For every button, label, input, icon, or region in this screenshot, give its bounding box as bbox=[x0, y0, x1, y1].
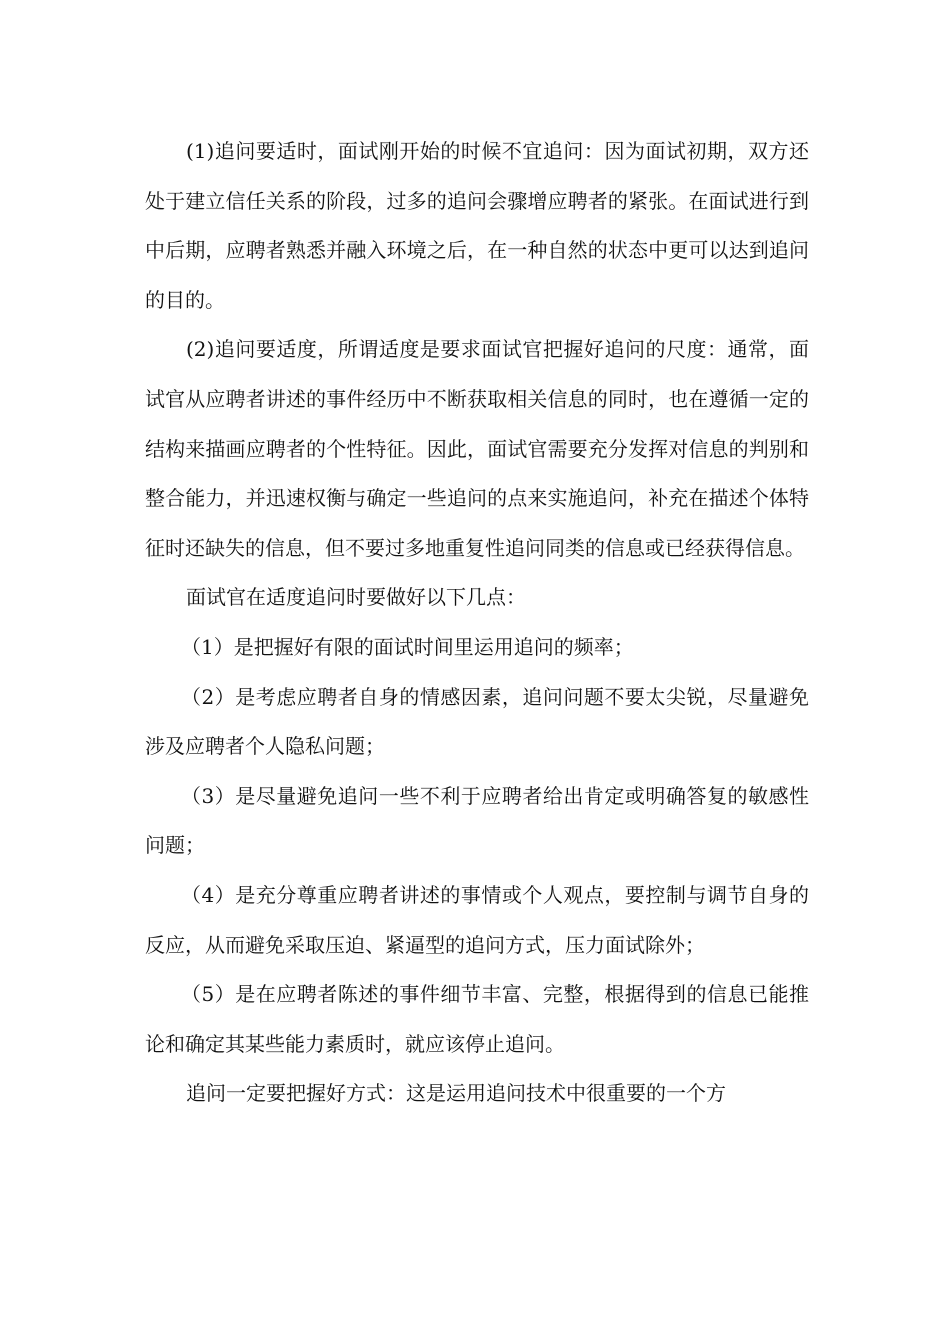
paragraph-method: 追问一定要把握好方式：这是运用追问技术中很重要的一个方 bbox=[186, 1081, 726, 1106]
list-item-emotion: （2）是考虑应聘者自身的情感因素，追问问题不要太尖锐，尽量避免涉及应聘者个人隐私问题； bbox=[145, 684, 809, 759]
list-item-sensitive: （3）是尽量避免追问一些不利于应聘者给出肯定或明确答复的敏感性问题； bbox=[145, 783, 809, 858]
paragraph-degree: (2)追问要适度，所谓适度是要求面试官把握好追问的尺度：通常，面试官从应聘者讲述的事件经历中不断获取相关信息的同时，也在遵循一定的结构来描画应聘者的个性特征。因此，面试官需要充分发挥对信息的判别和整合能力，并迅速权衡与确定一些追问的点来实施追问，补充在描述个体特征时还缺失的信息，但不要过多地重复性追问同类的信息或已经获得信息。 bbox=[145, 337, 809, 560]
document-body bbox=[145, 127, 809, 1119]
list-item-frequency: （1）是把握好有限的面试时间里运用追问的频率； bbox=[181, 634, 634, 659]
paragraph-timing: (1)追问要适时，面试刚开始的时候不宜追问：因为面试初期，双方还处于建立信任关系的阶段，过多的追问会骤增应聘者的紧张。在面试进行到中后期，应聘者熟悉并融入环境之后，在一种自然的状态中更可以达到追问的目的。 bbox=[145, 139, 809, 312]
paragraph-points-intro: 面试官在适度追问时要做好以下几点： bbox=[186, 585, 526, 610]
list-item-stop: （5）是在应聘者陈述的事件细节丰富、完整，根据得到的信息已能推论和确定其某些能力素质时，就应该停止追问。 bbox=[145, 982, 809, 1056]
list-item-respect: （4）是充分尊重应聘者讲述的事情或个人观点，要控制与调节自身的反应，从而避免采取压迫、紧逼型的追问方式，压力面试除外； bbox=[145, 882, 809, 957]
